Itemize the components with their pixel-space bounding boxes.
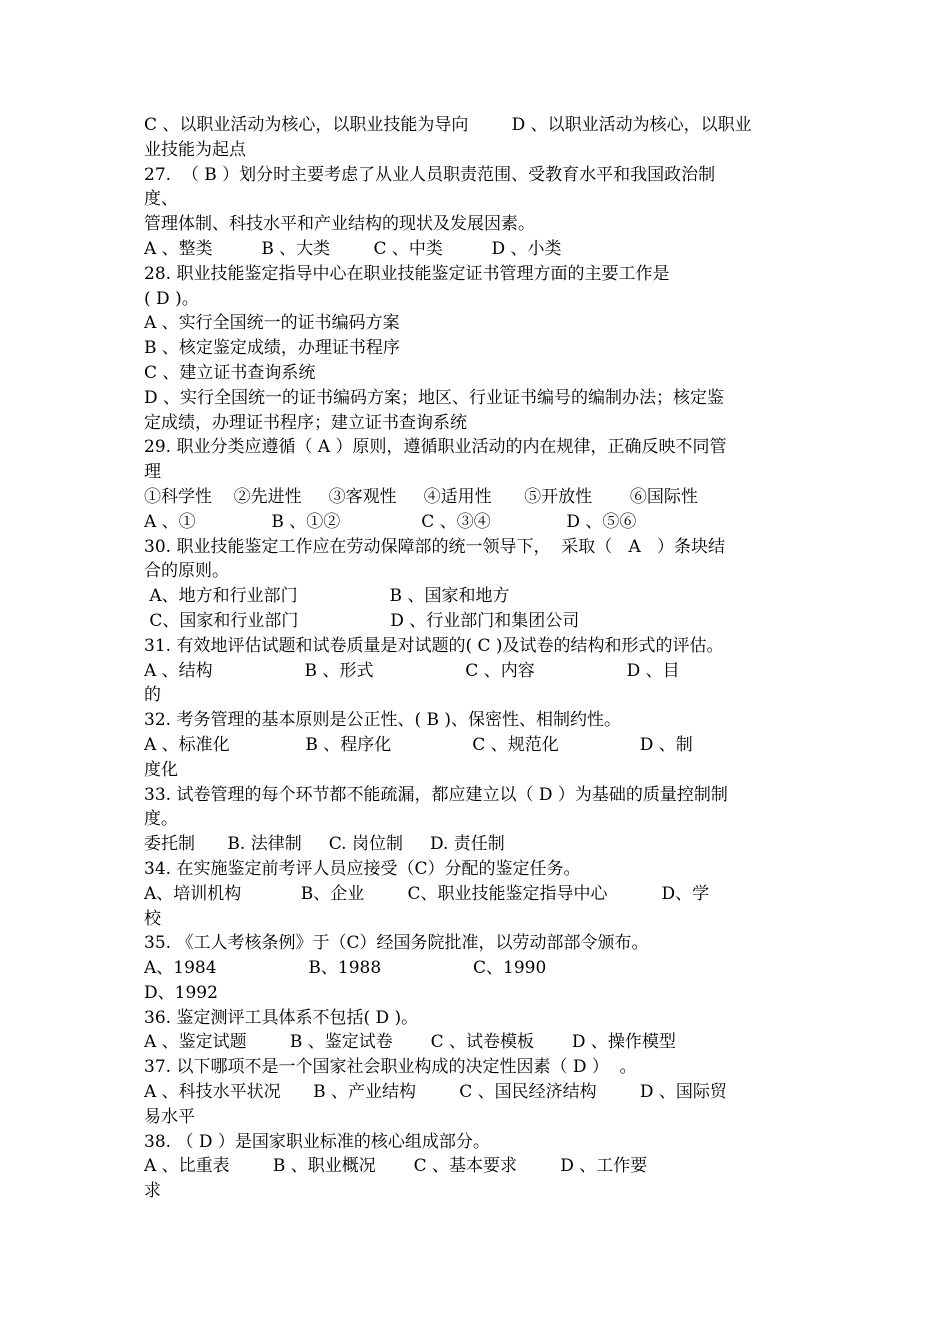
answer-option: A 、实行全国统一的证书编码方案 [144, 313, 400, 334]
answer-option: D、1992 [144, 982, 218, 1003]
answer-options: A 、鉴定试题 B 、鉴定试卷 C 、试卷模板 D 、操作模型 [144, 1032, 676, 1053]
text-line: 业技能为起点 [144, 139, 246, 160]
question-38: 38. （ D ）是国家职业标准的核心组成部分。 [144, 1131, 490, 1152]
answer-options: A 、① B 、①② C 、③④ D 、⑤⑥ [144, 511, 637, 532]
answer-options: A 、标准化 B 、程序化 C 、规范化 D 、制 [144, 734, 693, 755]
question-33: 33. 试卷管理的每个环节都不能疏漏，都应建立以（ D ）为基础的质量控制制 [144, 784, 728, 805]
answer-option: C 、建立证书查询系统 [144, 362, 316, 383]
answer-option: B 、核定鉴定成绩，办理证书程序 [144, 338, 400, 359]
answer-options: 委托制 B. 法律制 C. 岗位制 D. 责任制 [144, 834, 505, 855]
question-27: 27. （ B ）划分时主要考虑了从业人员职责范围、受教育水平和我国政治制 [144, 164, 716, 185]
text-line: 求 [144, 1181, 161, 1202]
question-32: 32. 考务管理的基本原则是公正性、( B )、保密性、相制约性。 [144, 710, 622, 731]
question-37: 37. 以下哪项不是一个国家社会职业构成的决定性因素（ D ） 。 [144, 1057, 637, 1078]
question-31: 31. 有效地评估试题和试卷质量是对试题的( C )及试卷的结构和形式的评估。 [144, 635, 724, 656]
answer-options: A 、比重表 B 、职业概况 C 、基本要求 D 、工作要 [144, 1156, 648, 1177]
text-line: 度。 [144, 809, 178, 830]
question-35: 35. 《工人考核条例》于（C）经国务院批准，以劳动部部令颁布。 [144, 933, 649, 954]
text-line: 度化 [144, 759, 178, 780]
text-line: ( D )。 [144, 288, 199, 309]
document-page [144, 113, 824, 1204]
text-line: C 、以职业活动为核心，以职业技能为导向 D 、以职业活动为核心，以职业 [144, 115, 752, 135]
answer-options: A、地方和行业部门 B 、国家和地方 [144, 586, 510, 607]
question-36: 36. 鉴定测评工具体系不包括( D )。 [144, 1007, 419, 1028]
text-line: 定成绩，办理证书程序；建立证书查询系统 [144, 412, 467, 433]
answer-options: A 、结构 B 、形式 C 、内容 D 、目 [144, 660, 680, 681]
principles-list: ①科学性 ②先进性 ③客观性 ④适用性 ⑤开放性 ⑥国际性 [144, 486, 698, 507]
question-34: 34. 在实施鉴定前考评人员应接受（C）分配的鉴定任务。 [144, 858, 581, 879]
text-line: 合的原则。 [144, 561, 229, 582]
answer-options: C、国家和行业部门 D 、行业部门和集团公司 [144, 610, 580, 631]
answer-options: A 、科技水平状况 B 、产业结构 C 、国民经济结构 D 、国际贸 [144, 1082, 727, 1103]
text-line: 校 [144, 908, 161, 929]
text-line: 度、 [144, 189, 178, 210]
answer-options: A、培训机构 B、企业 C、职业技能鉴定指导中心 D、学 [144, 883, 710, 904]
text-line: 易水平 [144, 1106, 195, 1127]
text-line: 理 [144, 462, 161, 483]
answer-options: A、1984 B、1988 C、1990 [144, 958, 547, 979]
text-line: 的 [144, 685, 161, 706]
text-line: 管理体制、科技水平和产业结构的现状及发展因素。 [144, 214, 535, 235]
question-30: 30. 职业技能鉴定工作应在劳动保障部的统一领导下， 采取（ A ）条块结 [144, 536, 725, 557]
answer-options: A 、整类 B 、大类 C 、中类 D 、小类 [144, 238, 562, 259]
question-28: 28. 职业技能鉴定指导中心在职业技能鉴定证书管理方面的主要工作是 [144, 263, 670, 284]
answer-option: D 、实行全国统一的证书编码方案；地区、行业证书编号的编制办法；核定鉴 [144, 387, 725, 408]
question-29: 29. 职业分类应遵循（ A ）原则，遵循职业活动的内在规律，正确反映不同管 [144, 437, 727, 458]
